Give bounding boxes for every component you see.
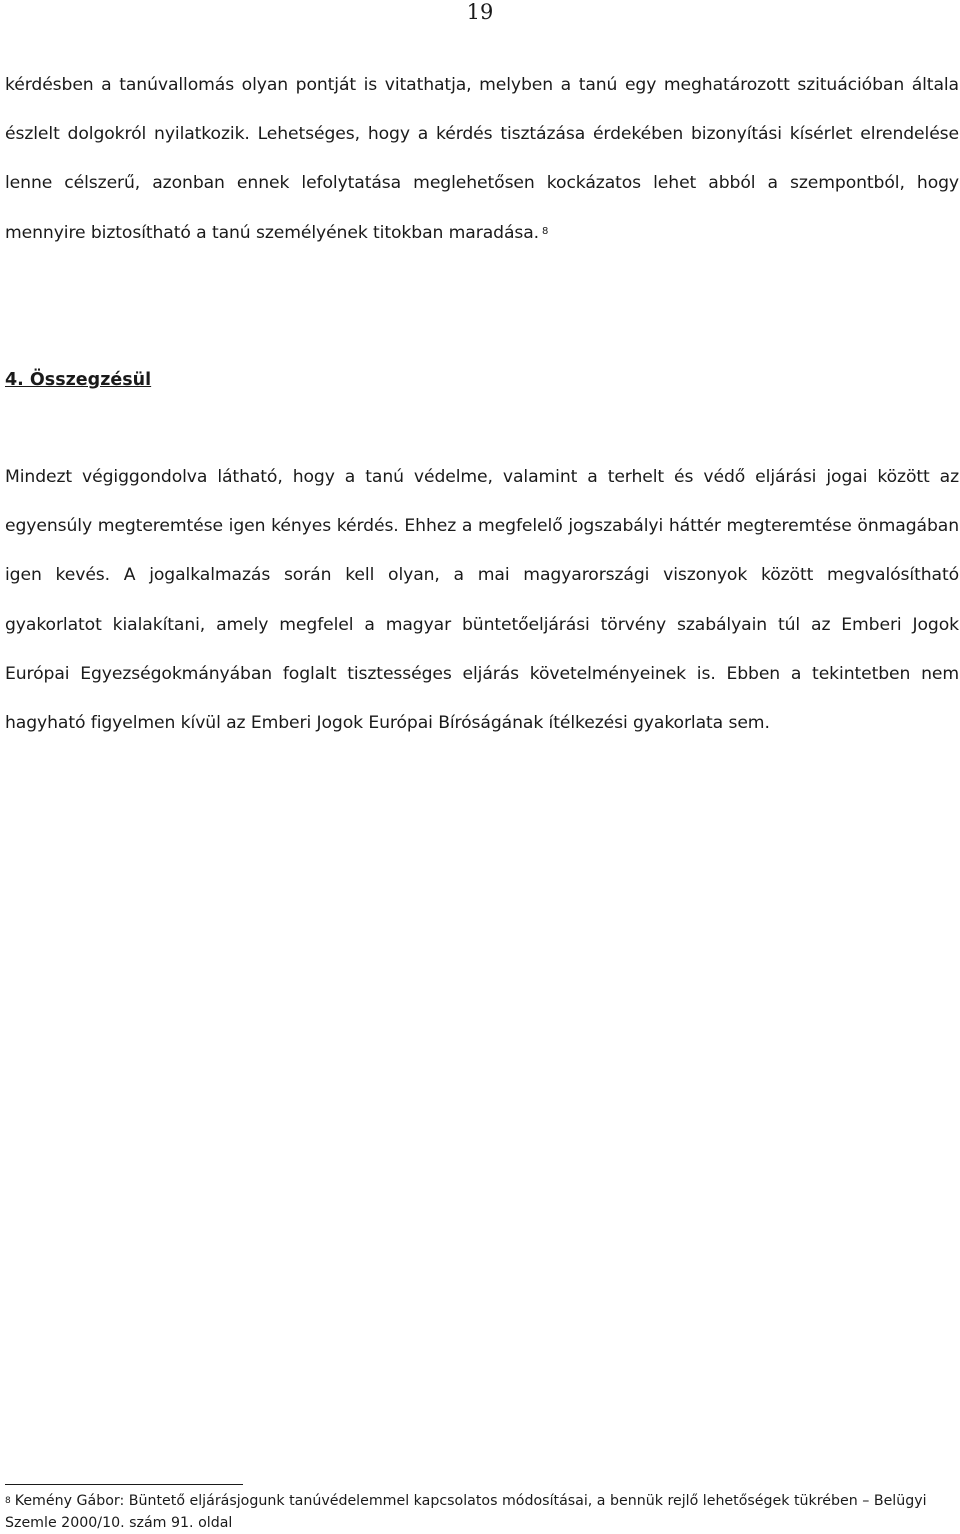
footnote-text: Kemény Gábor: Büntető eljárásjogunk tanúvédelemmel kapcsolatos módosításai, a bennük rejlő lehetőségek tükrében – Belügyi Szemle 2000/10. szám 91. oldal: [5, 1493, 927, 1531]
footnote: [5, 1490, 945, 1534]
paragraph-text: kérdésben a tanúvallomás olyan pontját is vitathatja, melyben a tanú egy meghatározott szituációban általa észlelt dolgokról nyilatkozik. Lehetséges, hogy a kérdés tisztázása érdekében bizonyítási kísérlet elrendelése lenne célszerű, azonban ennek lefolytatása meglehetősen kockázatos lehet abból a szempontból, hogy mennyire biztosítható a tanú személyének titokban maradása.: [5, 75, 959, 243]
body-paragraph: Mindezt végiggondolva látható, hogy a tanú védelme, valamint a terhelt és védő eljárási jogai között az egyensúly megteremtése igen kényes kérdés. Ehhez a megfelelő jogszabályi háttér megteremtése önmagában igen kevés. A jogalkalmazás során kell olyan, a mai magyarországi viszonyok között megvalósítható gyakorlatot kialakítani, amely megfelel a magyar büntetőeljárási törvény szabályain túl az Emberi Jogok Európai Egyezségokmányában foglalt tisztességes eljárás követelményeinek is. Ebben a tekintetben nem hagyható figyelmen kívül az Emberi Jogok Európai Bíróságának ítélkezési gyakorlata sem.: [5, 467, 959, 734]
page-number: 19: [466, 0, 494, 24]
section-heading: 4. Összegzésül: [5, 370, 152, 390]
footnote-divider: [5, 1484, 243, 1485]
body-paragraph: [5, 61, 959, 258]
footnote-marker: 8: [5, 1496, 11, 1506]
footnote-reference[interactable]: 8: [542, 225, 549, 237]
